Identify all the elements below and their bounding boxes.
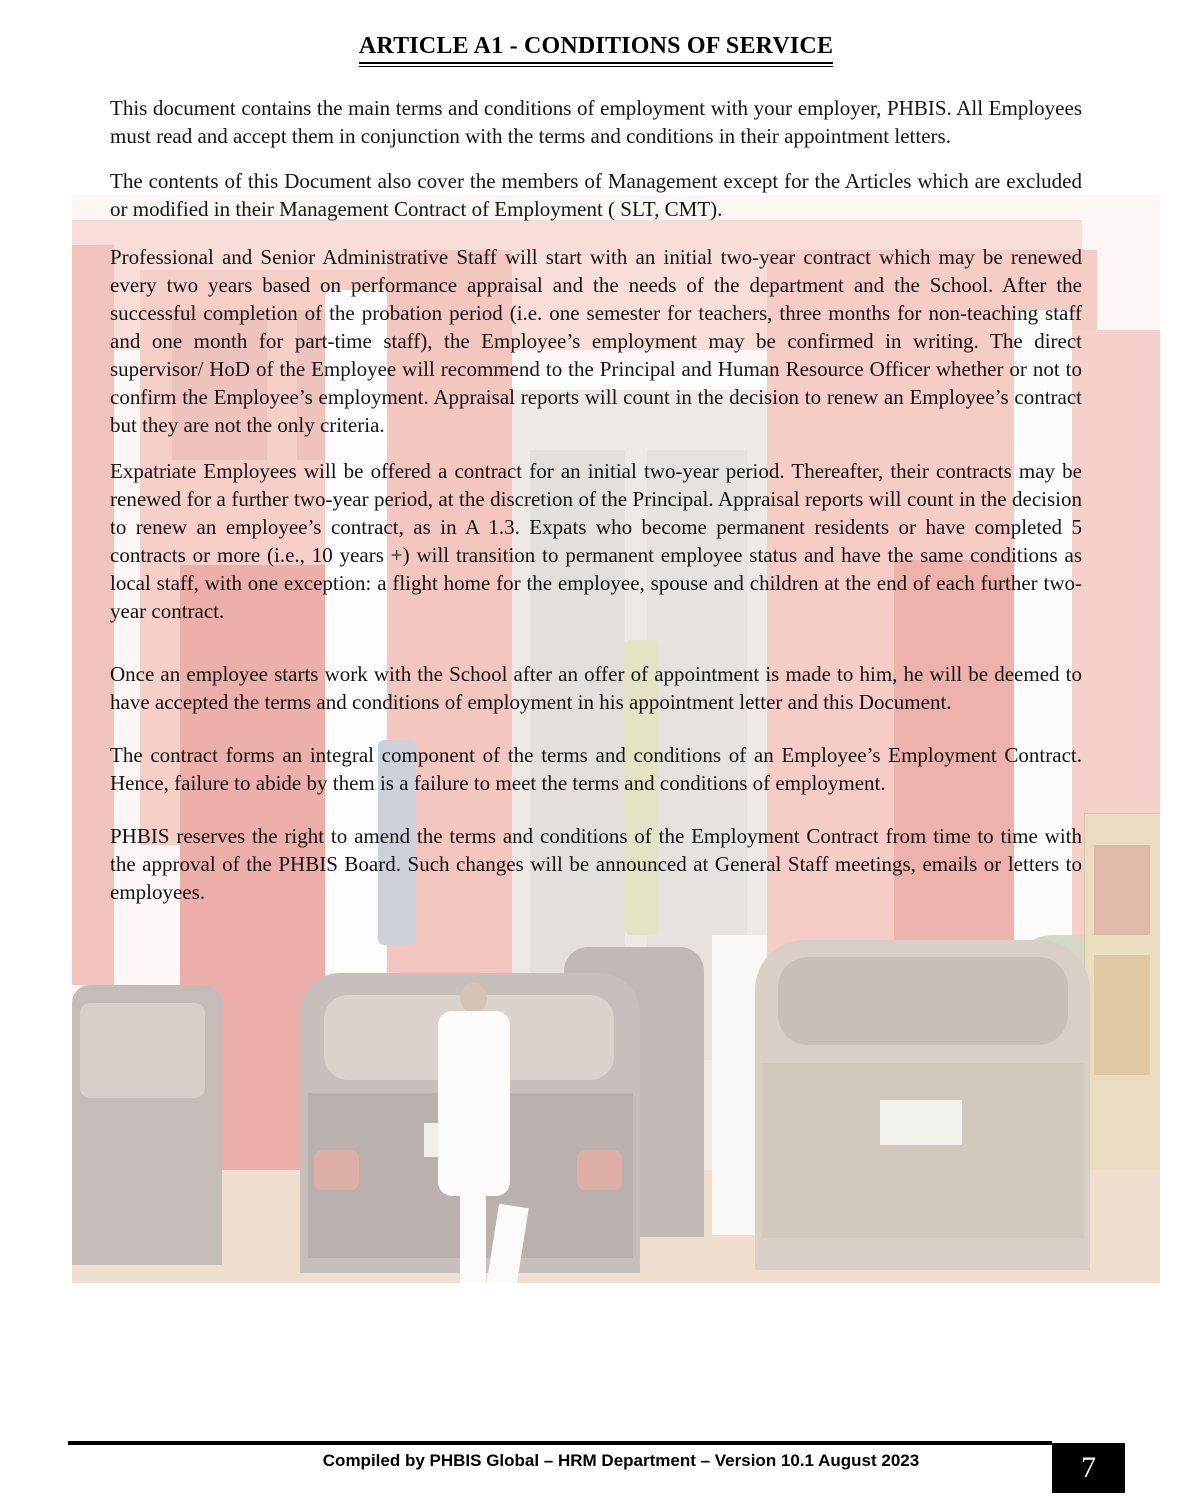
tail-light-shape [577,1150,622,1190]
person-silhouette [460,1193,486,1283]
person-silhouette [460,983,487,1013]
paragraph: Expatriate Employees will be offered a contract for an initial two-year period. Thereafter, their contracts may be renewed for a further two-year period, at the discretion of the Principal. Appraisal reports will count in the decision to renew an employee’s contract, as in A 1.3. Expats who become permanent residents or have completed 5 contracts or more (i.e., 10 years +) will transition to permanent employee status and have the same conditions as local staff, with one exception: a flight home for the employee, spouse and children at the end of each further two- year contract. [110,459,1082,623]
poster-shape [1094,955,1150,1075]
footer-divider [68,1441,1052,1445]
tail-light-shape [314,1150,359,1190]
car-silhouette [80,1003,205,1098]
paragraph: Professional and Senior Administrative Staff will start with an initial two-year contract which may be renewed every two years based on performance appraisal and the needs of the department and the School. After the successful completion of the probation period (i.e. one semester for teachers, three months for non-teaching staff and one month for part-time staff), the Employee’s employment may be confirmed in writing. The direct supervisor/ HoD of the Employee will recommend to the Principal and Human Resource Officer whether or not to confirm the Employee’s employment. Appraisal reports will count in the decision to renew an Employee’s contract but they are not the only criteria. [110,245,1082,437]
page-title: ARTICLE A1 - CONDITIONS OF SERVICE [110,33,1082,64]
license-plate-shape [880,1100,962,1145]
paragraph: Once an employee starts work with the School after an offer of appointment is made to him, he will be deemed to have accepted the terms and conditions of employment in his appointment letter and this Document. [110,662,1082,714]
paragraph: The contents of this Document also cover the members of Management except for the Articles which are excluded or modified in their Management Contract of Employment ( SLT, CMT). [110,169,1082,221]
paragraph: PHBIS reserves the right to amend the terms and conditions of the Employment Contract from time to time with the approval of the PHBIS Board. Such changes will be announced at General Staff meetings, emails or letters to employees. [110,824,1082,904]
car-silhouette [778,957,1068,1045]
paragraph: The contract forms an integral component of the terms and conditions of an Employee’s Employment Contract. Hence, failure to abide by them is a failure to meet the terms and conditions of employment. [110,743,1082,795]
page-number-badge [1052,1443,1125,1493]
footer-text: Compiled by PHBIS Global – HRM Department – Version 10.1 August 2023 [322,1451,920,1470]
paragraph: This document contains the main terms and conditions of employment with your employer, PHBIS. All Employees must read and accept them in conjunction with the terms and conditions in their appointment letters. [110,96,1082,148]
page-number: 7 [1081,1451,1096,1484]
person-silhouette [438,1011,510,1196]
car-silhouette [762,1063,1084,1238]
